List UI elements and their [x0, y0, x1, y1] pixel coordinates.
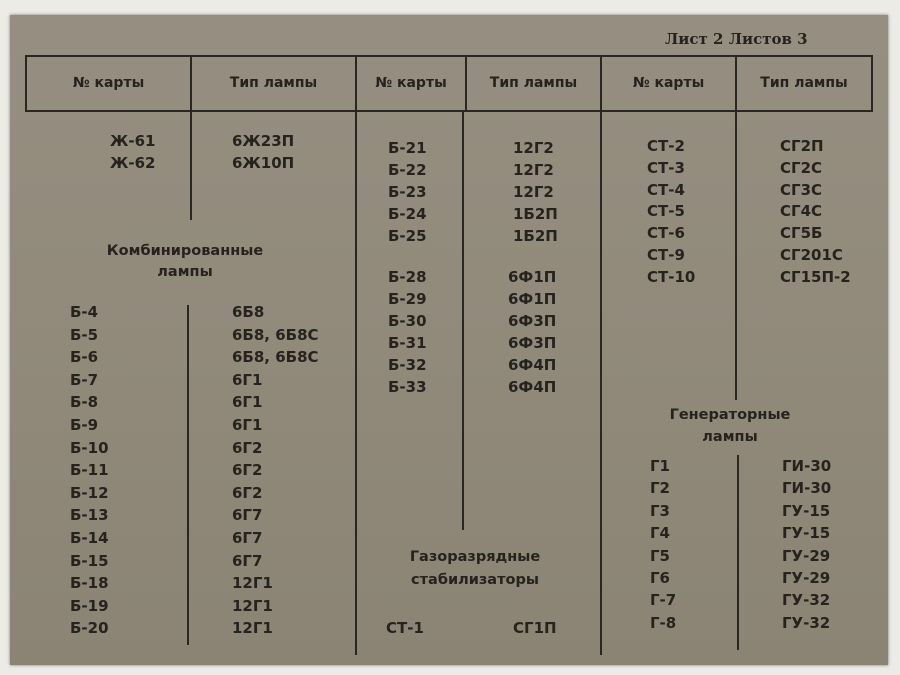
card-number: Б-6: [70, 348, 99, 367]
card-number: Б-8: [70, 393, 99, 412]
lamp-type: ГУ-29: [782, 546, 831, 565]
card-number: Б-7: [70, 370, 99, 389]
card-number: Б-25: [388, 227, 427, 245]
col1-divider-upper: [190, 112, 192, 220]
lamp-type: 6Г1: [232, 393, 263, 412]
lamp-type: 1Б2П: [513, 227, 558, 245]
lamp-type: ГУ-15: [782, 501, 831, 520]
lamp-type: 6Ф1П: [508, 290, 557, 308]
lamp-type: СГ1П: [513, 619, 557, 637]
card-number: СТ-1: [386, 619, 424, 637]
card-number: Г-8: [650, 613, 677, 632]
lamp-type: 6Г1: [232, 370, 263, 389]
section-title-stabilizers-2: стабилизаторы: [411, 572, 539, 588]
lamp-type: ГИ-30: [782, 457, 832, 475]
header-lamp-type: Тип лампы: [489, 75, 578, 91]
lamp-type: 6Ж10П: [232, 154, 295, 172]
card-number: Г3: [650, 501, 670, 520]
lamp-type: СГ201С: [780, 246, 843, 264]
card-number: Г4: [650, 524, 670, 543]
lamp-type: 1Б2П: [513, 205, 558, 223]
header-card-no: № карты: [375, 75, 447, 91]
lamp-type: 6Ф1П: [508, 268, 557, 286]
card-number: Б-32: [388, 356, 427, 374]
lamp-type: 12Г1: [232, 574, 273, 593]
header-top-rule: [25, 55, 873, 57]
lamp-type: 6Ф4П: [508, 356, 557, 374]
card-number: Б-30: [388, 312, 427, 330]
card-number: Б-29: [388, 290, 427, 308]
header-divider: [355, 55, 357, 655]
card-number: Г5: [650, 546, 670, 565]
card-number: СТ-3: [647, 158, 685, 177]
card-number: Б-23: [388, 183, 427, 201]
section-title-generator-2: лампы: [702, 429, 758, 445]
card-number: Б-24: [388, 205, 427, 223]
lamp-type: 12Г2: [513, 161, 554, 179]
lamp-type: СГ5Б: [780, 224, 823, 243]
card-number: Б-13: [70, 506, 109, 525]
section-title-generator: Генераторные: [669, 407, 791, 423]
lamp-type: 6Г7: [232, 529, 263, 547]
card-number: Г-7: [650, 591, 677, 610]
lamp-type: СГ15П-2: [780, 267, 851, 286]
card-number: Г1: [650, 457, 670, 475]
card-number: СТ-10: [647, 267, 696, 286]
lamp-type: 6Г2: [232, 483, 263, 502]
card-number: Б-33: [388, 378, 427, 396]
header-card-no: № карты: [72, 75, 145, 91]
lamp-type: ГУ-32: [782, 613, 831, 632]
card-number: Б-10: [70, 438, 109, 457]
col3-divider-upper: [735, 112, 737, 400]
lamp-type: СГ2П: [780, 137, 824, 155]
lamp-type: СГ2С: [780, 158, 823, 177]
lamp-type: ГУ-32: [782, 591, 831, 610]
card-number: СТ-5: [647, 202, 685, 221]
card-number: Б-21: [388, 139, 427, 157]
card-number: Б-9: [70, 416, 99, 434]
card-number: СТ-6: [647, 224, 685, 243]
section-title-combined-2: лампы: [157, 264, 213, 280]
lamp-type: 6Ф4П: [508, 378, 557, 396]
col1-divider-lower: [187, 305, 189, 645]
header-divider: [600, 55, 602, 655]
card-number: Б-31: [388, 334, 427, 352]
lamp-type: 6Ф3П: [508, 312, 557, 330]
lamp-type: СГ4С: [780, 202, 823, 221]
lamp-index-card: [10, 15, 888, 665]
right-border: [871, 55, 873, 112]
header-lamp-type: Тип лампы: [229, 75, 318, 91]
lamp-type: 6Б8, 6Б8С: [232, 325, 319, 344]
lamp-type: 6Б8, 6Б8С: [232, 348, 319, 367]
card-number: СТ-4: [647, 180, 685, 199]
card-number: Ж-61: [110, 132, 156, 150]
lamp-type: ГУ-15: [782, 524, 831, 543]
lamp-type: 6Ж23П: [232, 132, 295, 150]
card-number: Б-19: [70, 596, 109, 615]
card-number: СТ-9: [647, 246, 685, 264]
section-title-stabilizers: Газоразрядные: [409, 549, 541, 565]
lamp-type: 6Б8: [232, 303, 265, 321]
card-number: Б-28: [388, 268, 427, 286]
lamp-type: 6Г2: [232, 438, 263, 457]
sheet-info: Лист 2 Листов 3: [665, 30, 808, 48]
card-number: Б-15: [70, 551, 109, 570]
col3-divider-lower: [737, 455, 739, 650]
lamp-type: ГИ-30: [782, 479, 832, 498]
lamp-type: СГ3С: [780, 180, 823, 199]
card-number: Б-12: [70, 483, 109, 502]
header-card-no: № карты: [632, 75, 705, 91]
card-number: Ж-62: [110, 154, 156, 172]
header-lamp-type: Тип лампы: [760, 75, 848, 91]
card-number: Г6: [650, 569, 670, 587]
lamp-type: 6Г1: [232, 416, 263, 434]
lamp-type: 6Г7: [232, 506, 263, 525]
card-number: Б-20: [70, 619, 109, 638]
lamp-type: 6Г7: [232, 551, 263, 570]
card-number: Б-22: [388, 161, 427, 179]
card-number: Б-4: [70, 303, 99, 321]
lamp-type: 6Г2: [232, 461, 263, 480]
card-number: Б-18: [70, 574, 109, 593]
card-number: Б-14: [70, 529, 109, 547]
lamp-type: 12Г2: [513, 183, 554, 201]
lamp-type: ГУ-29: [782, 569, 831, 587]
card-number: Г2: [650, 479, 670, 498]
card-number: Б-11: [70, 461, 109, 480]
header-bottom-rule: [25, 110, 873, 112]
lamp-type: 12Г1: [232, 596, 273, 615]
card-number: Б-5: [70, 325, 99, 344]
lamp-type: 6Ф3П: [508, 334, 557, 352]
section-title-combined: Комбинированные: [106, 243, 264, 259]
col2-divider: [462, 112, 464, 530]
lamp-type: 12Г2: [513, 139, 554, 157]
card-number: СТ-2: [647, 137, 685, 155]
lamp-type: 12Г1: [232, 619, 273, 638]
